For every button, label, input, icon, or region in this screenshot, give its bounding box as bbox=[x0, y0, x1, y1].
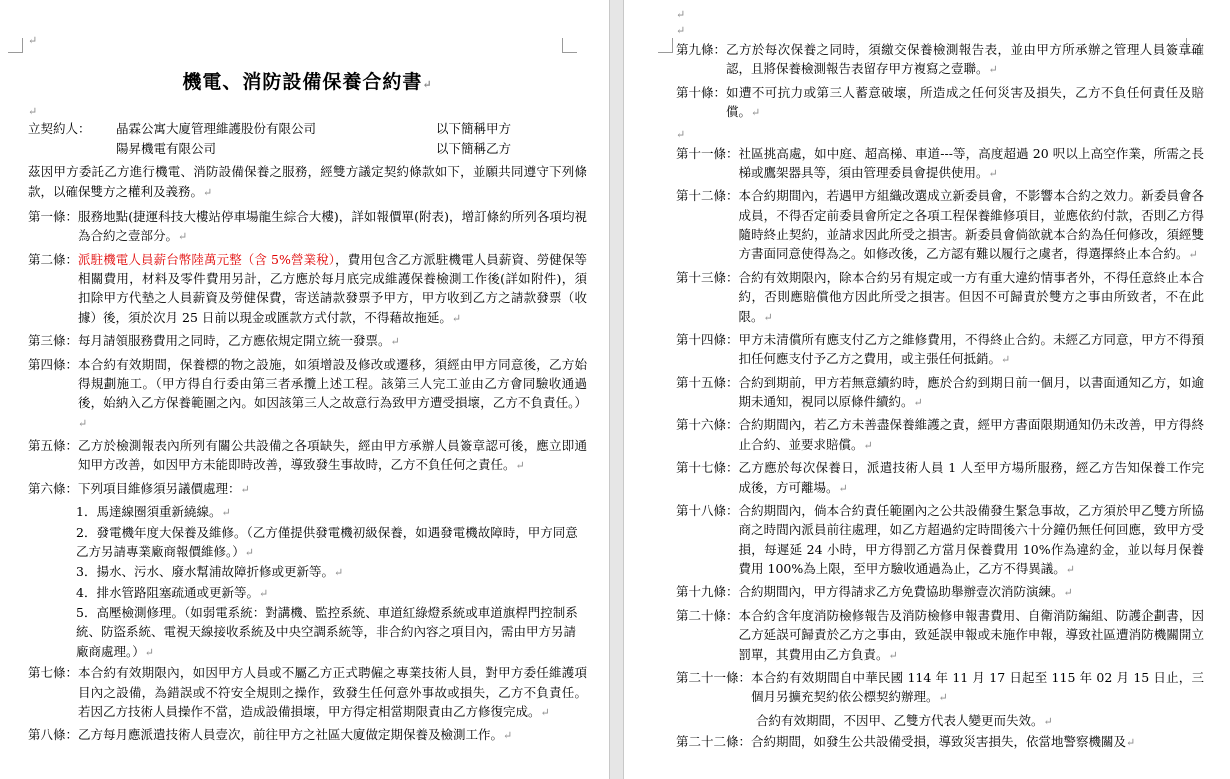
article-11: 第十一條： 社區挑高處，如中庭、超高梯、車道---等，高度超過 20 呎以上高空作業，所需之長梯或鷹架器具等，須由管理委員會提供使用。↵ bbox=[676, 145, 1204, 180]
intro-paragraph: 茲因甲方委託乙方進行機電、消防設備保養之服務，經雙方議定契約條款如下，並願共同遵守下列條款，以確保雙方之權利及義務。↵ bbox=[28, 164, 587, 199]
article-6: 第六條： 下列項目維修須另議價處理：↵ bbox=[28, 480, 250, 496]
article-10: 第十條： 如遭不可抗力或第三人蓄意破壞，所造成之任何災害及損失，乙方不負任何責任及賠償。↵ bbox=[676, 84, 1204, 120]
article-7: 第七條： 本合約有效期限內，如因甲方人員或不屬乙方正式聘僱之專業技術人員，對甲方委任維護項目內之設備，為錯誤或不符安全規則之操作，致發生任何意外事故或損失，乙方不負責任。若因乙方技術人員操作不當，造成設備損壞，甲方得定相當期限責由乙方修復完成。↵ bbox=[28, 665, 587, 719]
party-a-line bbox=[28, 119, 587, 138]
article-5: 第五條： 乙方於檢測報表內所列有關公共設備之各項缺失，經由甲方承辦人員簽章認可後，應立即通知甲方改善，如因甲方未能即時改善，導致發生事故時，乙方不負任何之責任。↵ bbox=[28, 438, 587, 473]
party-b-name: 陽昇機電有限公司 bbox=[116, 140, 217, 156]
article-2: 第二條： 派駐機電人員薪台幣陸萬元整（含 5%營業稅），費用包含乙方派駐機電人員薪資、勞健保等相關費用，材料及零件費用另計，乙方應於每月底完成維護保養檢測工作後(詳如附件)，須扣除甲方代墊之人員薪資及勞健保費，寄送請款發票予甲方，甲方收到乙方之請款發票（收據）後，須於次月 25 日前以現金或匯款方式付款，不得藉故拖延。↵ bbox=[28, 251, 587, 325]
party-a-alias: 以下簡稱甲方 bbox=[436, 121, 512, 137]
article-17: 第十七條： 乙方應於每次保養日，派遣技術人員 1 人至甲方場所服務，經乙方告知保養工作完成後，方可離場。↵ bbox=[676, 460, 1204, 495]
article-6-item: 3．揚水、污水、廢水幫浦故障折修或更新等。↵ bbox=[76, 564, 344, 580]
document-page-right bbox=[624, 0, 1230, 779]
crop-mark bbox=[8, 38, 23, 53]
article-4: 第四條： 本合約有效期間，保養標的物之設施，如須增設及修改或遷移，須經由甲方同意後，乙方始得規劃施工。（甲方得自行委由第三者承攬上述工程。該第三人完工並由乙方會同驗收通過後，始納入乙方保養範圍之內。如因該第三人之故意行為致甲方遭受損壞，乙方不負責任。）↵ bbox=[28, 356, 587, 430]
article-21: 第二十一條： 本合約有效期間自中華民國 114 年 11 月 17 日起至 115 年 02 月 15 日止，三個月另擴充契約依公標契約辦理。↵ bbox=[676, 669, 1204, 705]
article-12: 第十二條： 本合約期間內，若遇甲方組織改選成立新委員會，不影響本合約之效力。新委員會各成員，不得否定前委員會所定之各項工程保養維修項目，並應依約付款，否則乙方得隨時終止契約，並請求因此所受之損害。新委員會倘欲就本合約為任何修改，須經雙方書面同意使得為之。如修改後，乙方認有難以履行之虞者，得選擇終止本合約。↵ bbox=[676, 188, 1204, 262]
article-6-item: 4．排水管路阻塞疏通或更新等。↵ bbox=[76, 584, 269, 600]
page-gap bbox=[609, 0, 624, 779]
article-15: 第十五條： 合約到期前，甲方若無意續約時，應於合約到期日前一個月，以書面通知乙方，如逾期未通知，視同以原條件續約。↵ bbox=[676, 374, 1204, 409]
empty-paragraph: ↵ bbox=[676, 127, 686, 141]
article-9: 第九條： 乙方於每次保養之同時，須繳交保養檢測報告表，並由甲方所承辦之管理人員簽章確認，且將保養檢測報告表留存甲方複寫之壹聯。↵ bbox=[676, 42, 1204, 77]
article-6-item: 5．高壓檢測修理。（如弱電系統：對講機、監控系統、車道紅綠燈系統或車道旗桿門控制系統、防盜系統、電視天線接收系統及中央空調系統等，非合約內容之項目內，需由甲方另請廠商處理。）↵ bbox=[76, 605, 578, 659]
party-b-line bbox=[28, 139, 587, 158]
empty-paragraph: ↵ bbox=[28, 34, 38, 47]
article-21-note: 合約有效期間，不因甲、乙雙方代表人變更而失效。↵ bbox=[756, 712, 1053, 728]
article-1: 第一條： 服務地點(捷運科技大樓站停車場龍生綜合大樓)，詳如報價單(附表)，增訂條約所列各項均視為合約之壹部分。↵ bbox=[28, 208, 587, 244]
article-13: 第十三條： 合約有效期限內，除本合約另有規定或一方有重大違約情事者外，不得任意終止本合約，否則應賠償他方因此所受之損害。但因不可歸責於雙方之事由所致者，不在此限。↵ bbox=[676, 269, 1204, 324]
page-content[interactable] bbox=[28, 32, 587, 749]
parties-label: 立契約人： bbox=[28, 121, 91, 137]
article-19: 第十九條： 合約期間內，甲方得請求乙方免費協助舉辦壹次消防演練。↵ bbox=[676, 584, 1073, 600]
article-3: 第三條： 每月請領服務費用之同時，乙方應依規定開立統一發票。↵ bbox=[28, 333, 400, 349]
article-6-item: 2．發電機年度大保養及維修。（乙方僅提供發電機初級保養，如遇發電機故障時，甲方同意乙方另請專業廠商報價維修。）↵ bbox=[76, 524, 578, 559]
document-title: 機電、消防設備保養合約書↵ bbox=[182, 71, 433, 93]
empty-paragraph: ↵ bbox=[676, 8, 686, 21]
fee-highlight: 派駐機電人員薪台幣陸萬元整（含 5%營業稅） bbox=[78, 251, 336, 267]
article-14: 第十四條： 甲方未清償所有應支付乙方之維修費用，不得終止合約。未經乙方同意，甲方不得預扣任何應支付予乙方之費用，或主張任何抵銷。↵ bbox=[676, 331, 1204, 367]
article-20: 第二十條： 本合約含年度消防檢修報告及消防檢修申報書費用、自衛消防編組、防護企劃書，因乙方延誤可歸責於乙方之事由，致延誤申報或未施作申報，導致社區遭消防機關開立罰單，其費用由乙方負責。↵ bbox=[676, 607, 1204, 662]
article-22: 第二十二條： 合約期間，如發生公共設備受損，導致災害損失，依當地警察機關及↵ bbox=[676, 734, 1136, 749]
article-18: 第十八條： 合約期間內，倘本合約責任範圍內之公共設備發生緊急事故，乙方須於甲乙雙方所協商之時間內派員前往處理，如乙方超過約定時間後六十分鐘仍無任何回應，致甲方受損，每遲延 24 小時，甲方得罰乙方當月保養費用 10%作為違約金，並以每月保養費用 100%為上限，至甲方驗收通過為止，乙方不得異議。↵ bbox=[676, 502, 1204, 576]
empty-paragraph: ↵ bbox=[676, 24, 686, 37]
crop-mark bbox=[658, 38, 673, 53]
party-a-name: 晶霖公寓大廈管理維護股份有限公司 bbox=[116, 121, 317, 137]
empty-paragraph: ↵ bbox=[28, 105, 38, 119]
article-6-item: 1．馬達線圈須重新繞線。↵ bbox=[76, 504, 231, 520]
article-8: 第八條： 乙方每月應派遣技術人員壹次，前往甲方之社區大廈做定期保養及檢測工作。↵ bbox=[28, 727, 513, 743]
article-16: 第十六條： 合約期間內，若乙方未善盡保養維護之責，經甲方書面限期通知仍未改善，甲方得終止合約、並要求賠償。↵ bbox=[676, 417, 1204, 452]
page-content[interactable] bbox=[676, 6, 1204, 755]
party-b-alias: 以下簡稱乙方 bbox=[436, 140, 512, 156]
document-page-left bbox=[0, 0, 609, 779]
